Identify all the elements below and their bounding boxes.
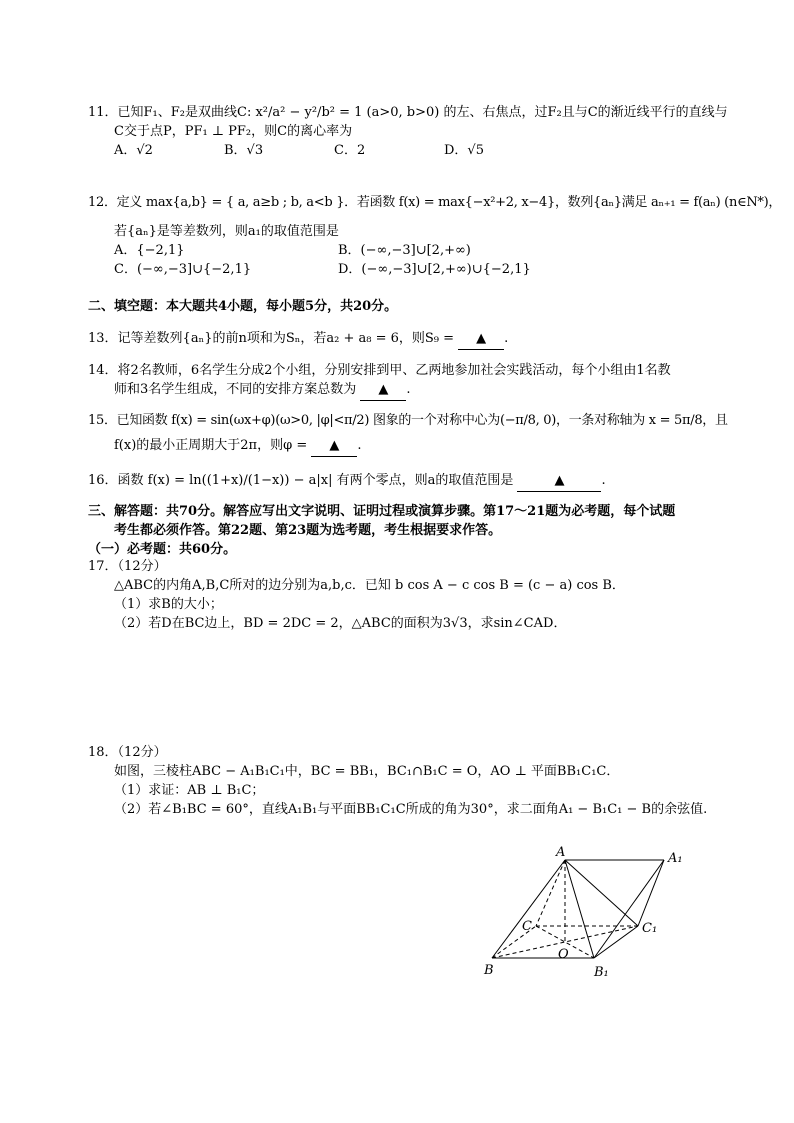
q11-option-a: A．√2: [114, 142, 153, 158]
q17-header: 17．（12分）: [88, 559, 167, 574]
q17-stem: △ABC的内角A,B,C所对的边分别为a,b,c．已知 b cos A − c cos B = (c − a) cos B．: [114, 577, 625, 593]
q13-answer-blank: ▲: [458, 330, 504, 350]
q16-text: 16．函数 f(x) = ln((1+x)/(1−x)) − a|x| 有两个零点，则a的取值范围是: [88, 473, 514, 488]
q14-line1: 14．将2名教师，6名学生分成2个小组，分别安排到甲、乙两地参加社会实践活动，每个小组由1名教: [88, 363, 671, 378]
question-17: [88, 558, 728, 633]
section-3-line2: 考生都必须作答。第22题、第23题为选考题，考生根据要求作答。: [114, 522, 502, 538]
q12-options-row2: [88, 261, 728, 280]
edge-A-B: [492, 860, 565, 958]
q13-end: .: [504, 331, 509, 346]
question-12: [88, 194, 782, 279]
question-16: [88, 472, 728, 492]
q18-part1: （1）求证：AB ⊥ B₁C；: [114, 782, 265, 798]
question-14: [88, 362, 728, 401]
q12-line2: 若{aₙ}是等差数列，则a₁的取值范围是: [114, 223, 339, 239]
q18-stem: 如图，三棱柱ABC − A₁B₁C₁中，BC = BB₁，BC₁∩B₁C = O，AO ⊥ 平面BB₁C₁C．: [114, 763, 620, 779]
q12-line1: 12．定义 max{a,b} = { a, a≥b ; b, a<b }．若函数 f(x) = max{−x²+2, x−4}，数列{aₙ}满足 aₙ₊₁ = f(aₙ) (n∈N*)，: [88, 195, 782, 210]
q17-part2: （2）若D在BC边上，BD = 2DC = 2，△ABC的面积为3√3，求sin∠CAD．: [114, 615, 567, 631]
q12-option-b: B．(−∞,−3]∪[2,+∞): [338, 242, 471, 258]
q11-line2: C交于点P，PF₁ ⊥ PF₂，则C的离心率为: [114, 123, 353, 139]
q18-part2: （2）若∠B₁BC = 60°，直线A₁B₁与平面BB₁C₁C所成的角为30°，求二面角A₁ − B₁C₁ − B的余弦值.: [114, 801, 708, 817]
q14-line2: 师和3名学生组成，不同的安排方案总数为: [114, 381, 357, 397]
q11-option-b: B．√3: [224, 142, 264, 158]
section-3-line1: 三、解答题：共70分。解答应写出文字说明、证明过程或演算步骤。第17～21题为必考题，每个试题: [88, 504, 676, 519]
q11-option-c: C．2: [334, 142, 366, 158]
question-11: [88, 104, 728, 161]
label-A: A: [556, 845, 566, 860]
q13-text: 13．记等差数列{aₙ}的前n项和为Sₙ，若a₂ + a₈ = 6，则S₉ =: [88, 331, 455, 346]
section-3-line3: （一）必考题：共60分。: [88, 541, 237, 557]
q12-option-a: A．{−2,1}: [114, 242, 185, 258]
q17-part1: （1）求B的大小；: [114, 596, 223, 612]
q15-end: .: [357, 437, 362, 453]
q11-line1: 11．已知F₁、F₂是双曲线C: x²/a² − y²/b² = 1 (a>0, b>0) 的左、右焦点，过F₂且与C的渐近线平行的直线与: [88, 105, 728, 120]
section-3-heading: [88, 503, 728, 560]
q15-answer-blank: ▲: [311, 437, 357, 457]
label-B1: B₁: [594, 965, 609, 980]
question-18: [88, 744, 728, 819]
label-B: B: [484, 963, 494, 978]
q14-answer-blank: ▲: [360, 381, 406, 401]
q11-options: [88, 142, 728, 161]
label-O: O: [558, 947, 569, 962]
q14-end: .: [406, 381, 411, 397]
question-15: [88, 412, 728, 457]
edge-A1-C1: [638, 860, 664, 926]
prism-figure: [470, 838, 700, 988]
question-13: [88, 330, 728, 350]
q12-option-c: C．(−∞,−3]∪{−2,1}: [114, 261, 252, 277]
q12-options-row1: [88, 242, 728, 261]
q16-end: .: [601, 473, 606, 488]
section-2-heading: 二、填空题：本大题共4小题，每小题5分，共20分。: [88, 299, 398, 314]
label-C: C: [522, 919, 532, 934]
edge-A1-B1: [594, 860, 664, 958]
edge-A-B1: [565, 860, 594, 958]
q12-option-d: D．(−∞,−3]∪[2,+∞)∪{−2,1}: [338, 261, 531, 277]
edge-A-C1: [565, 860, 638, 926]
q15-line1: 15．已知函数 f(x) = sin(ωx+φ)(ω>0, |φ|<π/2) 图象的一个对称中心为(−π/8, 0)，一条对称轴为 x = 5π/8，且: [88, 413, 728, 428]
q11-option-d: D．√5: [444, 142, 484, 158]
q18-header: 18．（12分）: [88, 745, 167, 760]
label-A1: A₁: [668, 851, 683, 866]
label-C1: C₁: [642, 921, 658, 936]
q16-answer-blank: ▲: [517, 472, 601, 492]
q15-line2: f(x)的最小正周期大于2π，则φ =: [114, 437, 308, 453]
